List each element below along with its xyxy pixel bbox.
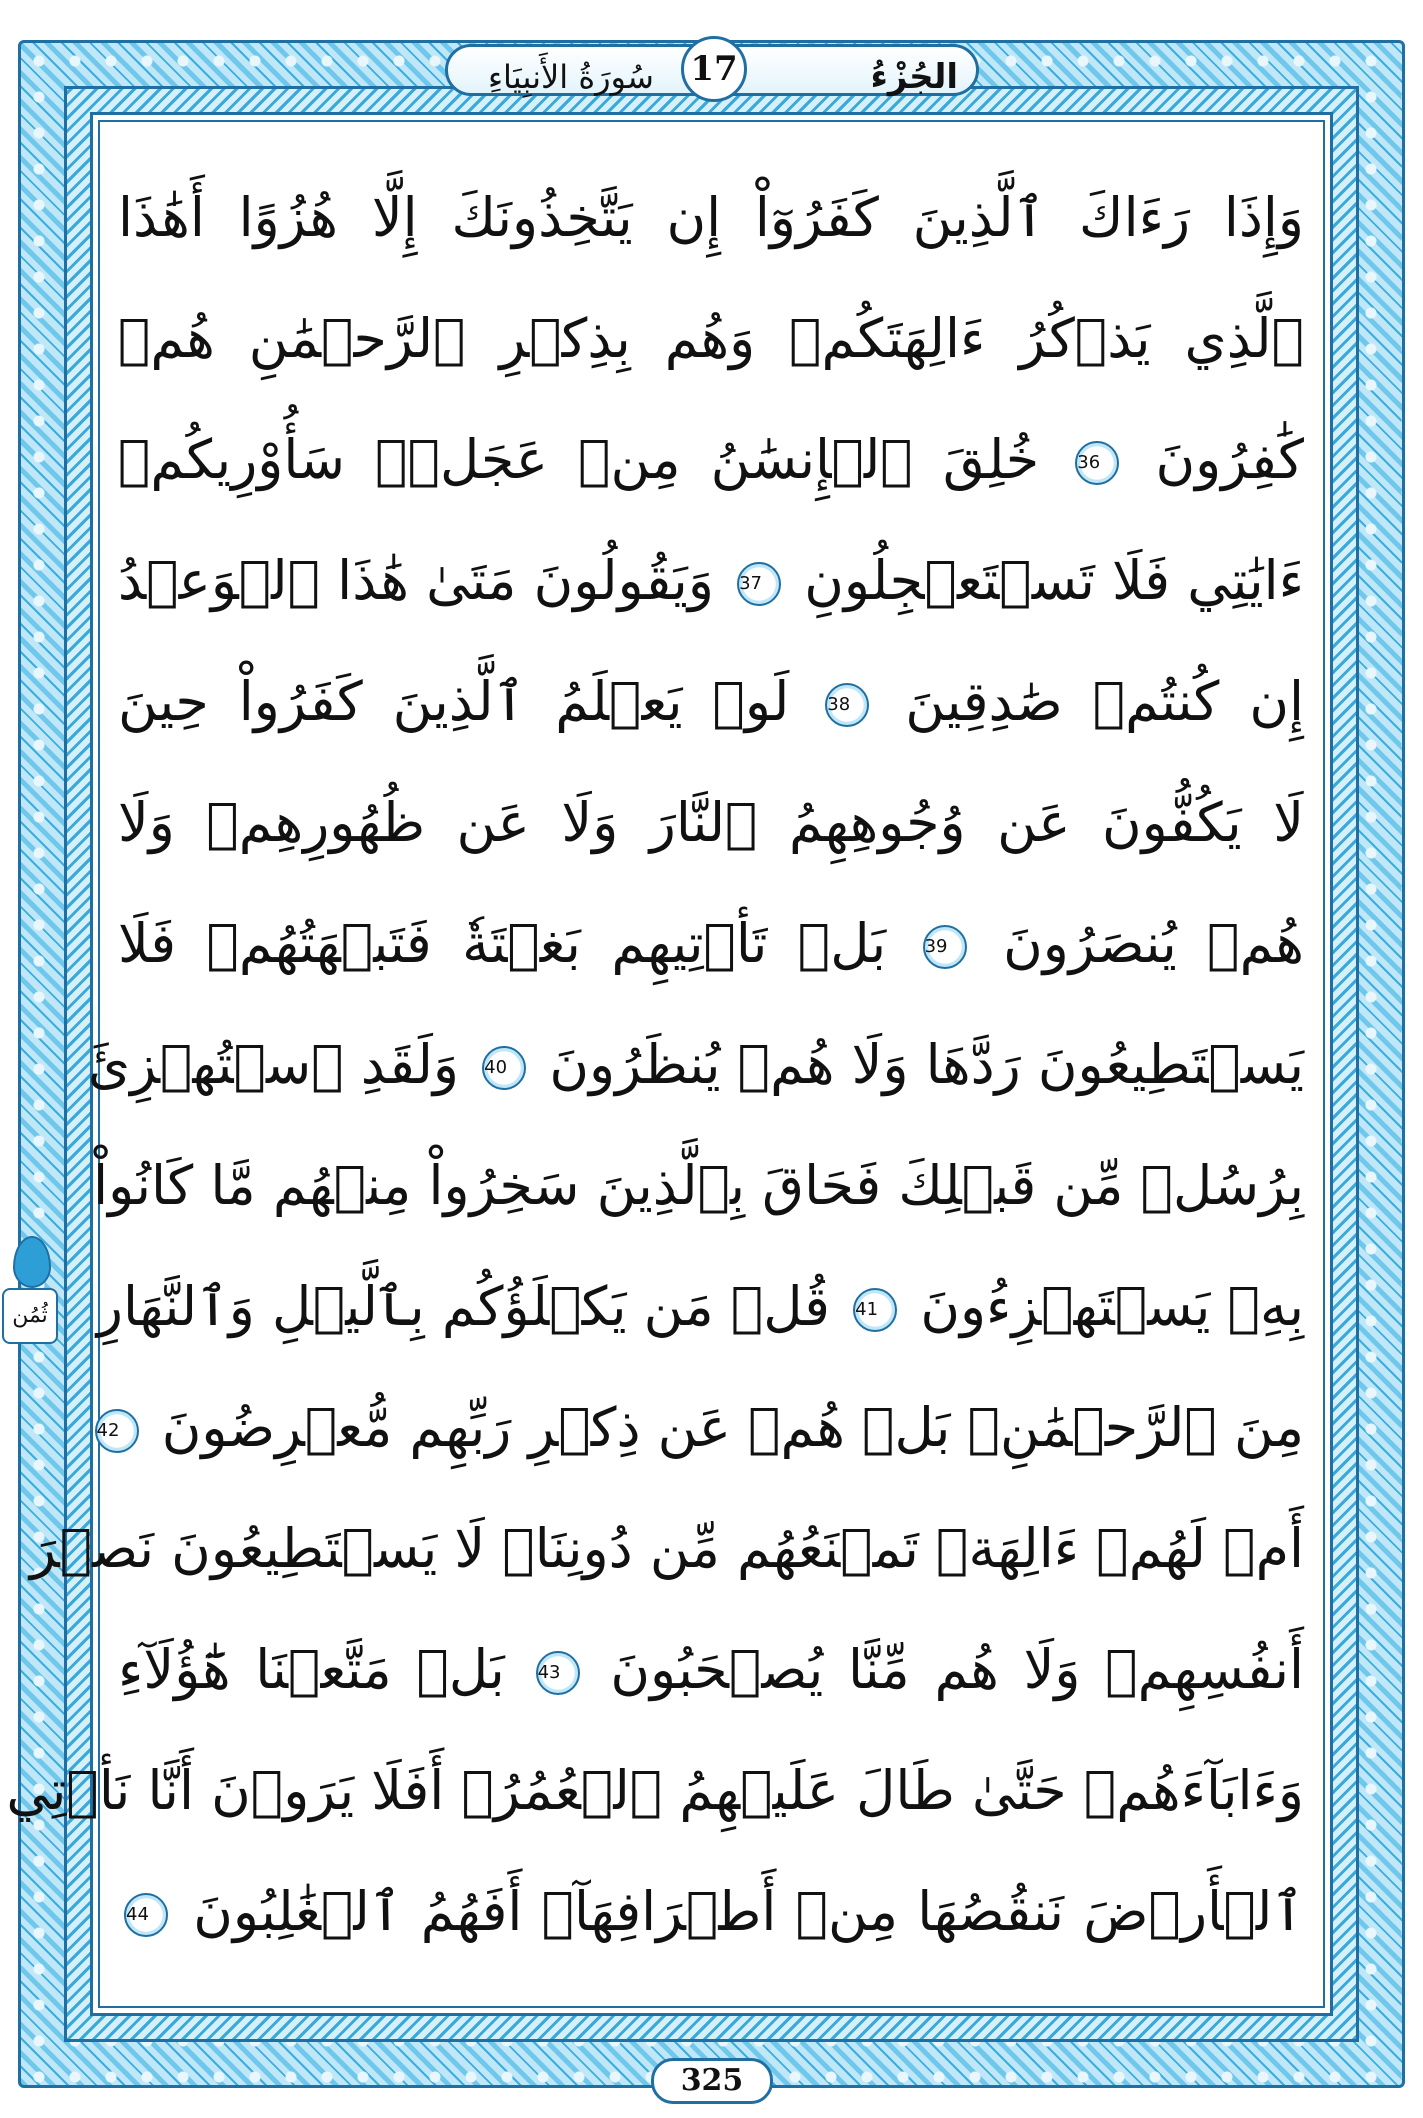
- ayah-number-marker: 39: [923, 925, 967, 969]
- verse-text: وَءَابَآءَهُمۡ حَتَّىٰ طَالَ عَلَيۡهِمُ ٱلۡعُمُرُۗ أَفَلَا يَرَوۡنَ أَنَّا نَأۡتِي: [6, 1759, 1304, 1822]
- verse-text: ءَايَٰتِي فَلَا تَسۡتَعۡجِلُونِ: [804, 549, 1304, 612]
- verse-text: قُلۡ مَن يَكۡلَؤُكُم بِٱلَّيۡلِ وَٱلنَّهَارِ: [96, 1275, 830, 1338]
- verse-text: بِرُسُلٖ مِّن قَبۡلِكَ فَحَاقَ بِٱلَّذِينَ سَخِرُواْ مِنۡهُم مَّا كَانُواْ: [93, 1154, 1304, 1217]
- juz-label: الجُزْءُ: [870, 57, 958, 97]
- verse-text: يَسۡتَطِيعُونَ رَدَّهَا وَلَا هُمۡ يُنظَرُونَ: [549, 1033, 1304, 1096]
- verse-text: هُمۡ يُنصَرُونَ: [1003, 912, 1305, 975]
- text-line: [96, 1257, 1304, 1357]
- verse-text: لَا يَكُفُّونَ عَن وُجُوهِهِمُ ٱلنَّارَ وَلَا عَن ظُهُورِهِمۡ وَلَا: [118, 791, 1304, 854]
- ayah-number-marker: 41: [853, 1288, 897, 1332]
- verse-text: خُلِقَ ٱلۡإِنسَٰنُ مِنۡ عَجَلٖۚ سَأُوْرِيكُمۡ: [118, 428, 1040, 491]
- ornament-drop-icon: [13, 1236, 51, 1288]
- verse-text: أَنفُسِهِمۡ وَلَا هُم مِّنَّا يُصۡحَبُونَ: [610, 1638, 1304, 1701]
- verse-text: إِن كُنتُمۡ صَٰدِقِينَ: [905, 670, 1304, 733]
- text-line: [96, 1378, 1304, 1478]
- verse-text: أَمۡ لَهُمۡ ءَالِهَةٞ تَمۡنَعُهُم مِّن دُونِنَاۚ لَا يَسۡتَطِيعُونَ نَصۡرَ: [29, 1517, 1304, 1580]
- ayah-number-marker: 43: [536, 1651, 580, 1695]
- verse-text: بَلۡ تَأۡتِيهِم بَغۡتَةٗ فَتَبۡهَتُهُمۡ فَلَا: [118, 912, 887, 975]
- verse-text: ٱلَّذِي يَذۡكُرُ ءَالِهَتَكُمۡ وَهُم بِذِكۡرِ ٱلرَّحۡمَٰنِ هُمۡ: [118, 307, 1304, 370]
- hizb-label: ثُمُن: [2, 1288, 58, 1344]
- ayah-number-marker: 40: [482, 1046, 526, 1090]
- page-number: 325: [651, 2058, 773, 2104]
- juz-number-badge: 17: [681, 36, 747, 102]
- ayah-number-marker: 42: [95, 1409, 139, 1453]
- verse-text: مِنَ ٱلرَّحۡمَٰنِۚ بَلۡ هُمۡ عَن ذِكۡرِ رَبِّهِم مُّعۡرِضُونَ: [161, 1396, 1304, 1459]
- text-line: [118, 894, 1304, 994]
- ayah-number-marker: 37: [737, 562, 781, 606]
- text-line: [118, 289, 1304, 389]
- text-line: [6, 1741, 1304, 1841]
- text-line: [29, 1499, 1304, 1599]
- text-line: [118, 410, 1304, 510]
- text-line: [118, 531, 1304, 631]
- ayah-number-marker: 36: [1075, 441, 1119, 485]
- verse-text: لَوۡ يَعۡلَمُ ٱلَّذِينَ كَفَرُواْ حِينَ: [118, 670, 790, 733]
- text-line: [87, 1015, 1304, 1115]
- text-line: [93, 1136, 1304, 1236]
- surah-name: سُورَةُ الأَنبِيَاءِ: [488, 58, 654, 96]
- ayah-number-marker: 38: [825, 683, 869, 727]
- text-line: [118, 652, 1304, 752]
- text-line: [118, 168, 1304, 268]
- verse-text: بِهِۦ يَسۡتَهۡزِءُونَ: [920, 1275, 1304, 1338]
- text-line: [118, 1620, 1304, 1720]
- verse-text: وَإِذَا رَءَاكَ ٱلَّذِينَ كَفَرُوٓاْ إِن يَتَّخِذُونَكَ إِلَّا هُزُوًا أَهَٰذَا: [118, 186, 1304, 249]
- page-header: [445, 38, 979, 102]
- verse-text: كَٰفِرُونَ: [1155, 428, 1304, 491]
- ayah-number-marker: 44: [124, 1893, 168, 1937]
- verse-text: ٱلۡأَرۡضَ نَنقُصُهَا مِنۡ أَطۡرَافِهَآۚ أَفَهُمُ ٱلۡغَٰلِبُونَ: [193, 1880, 1304, 1943]
- text-line: [118, 773, 1304, 873]
- hizb-marker: [2, 1236, 60, 1366]
- text-line: [118, 1862, 1304, 1962]
- verse-text: وَيَقُولُونَ مَتَىٰ هَٰذَا ٱلۡوَعۡدُ: [117, 549, 714, 612]
- verse-text: بَلۡ مَتَّعۡنَا هَٰٓؤُلَآءِ: [118, 1638, 505, 1701]
- verse-text: وَلَقَدِ ٱسۡتُهۡزِئَ: [87, 1033, 459, 1096]
